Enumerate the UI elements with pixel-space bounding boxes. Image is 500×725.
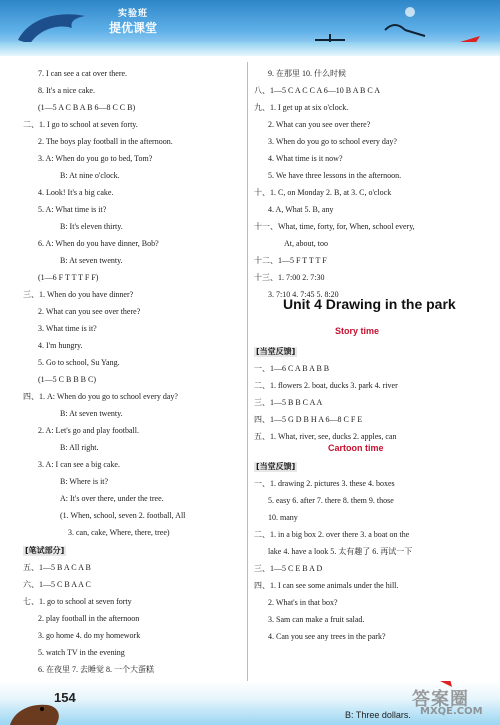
left-answer-line: 7. I can see a cat over there. bbox=[38, 69, 128, 78]
left-answer-line: (1—5 A C B A B 6—8 C C B) bbox=[38, 103, 136, 112]
right-answer-line: 三、1—5 C E B A D bbox=[254, 564, 323, 573]
right-answer-line: 十二、1—5 F T T T F bbox=[254, 256, 327, 265]
left-answer-line: 二、1. I go to school at seven forty. bbox=[23, 120, 138, 129]
right-answer-line: 9. 在那里 10. 什么时候 bbox=[268, 69, 346, 78]
left-answer-line: 3. What time is it? bbox=[38, 324, 97, 333]
left-answer-line: B: Where is it? bbox=[60, 477, 109, 486]
watermark-url: MXQE.COM bbox=[420, 706, 483, 717]
right-answer-line: 3. Sam can make a fruit salad. bbox=[268, 615, 365, 624]
right-answer-line: 2. What can you see over there? bbox=[268, 120, 371, 129]
right-answer-line: 4. What time is it now? bbox=[268, 154, 343, 163]
section-label: [当堂反馈] bbox=[256, 347, 296, 356]
page-number: 154 bbox=[54, 690, 76, 705]
right-answer-line: 4. A, What 5. B, any bbox=[268, 205, 334, 214]
left-answer-line: 2. What can you see over there? bbox=[38, 307, 141, 316]
brand-top-text: 实验班 bbox=[117, 9, 148, 19]
left-answer-line: 4. I'm hungry. bbox=[38, 341, 83, 350]
section-label: [当堂反馈] bbox=[256, 462, 296, 471]
subheading-cartoon-time: Cartoon time bbox=[328, 443, 384, 453]
watermark-logo: 答案圈 bbox=[412, 689, 469, 710]
left-answer-line: 3. can, cake, Where, there, tree) bbox=[68, 528, 170, 537]
right-answer-line: 10. many bbox=[268, 513, 298, 522]
section-label: [笔试部分] bbox=[25, 546, 65, 555]
left-answer-line: B: It's eleven thirty. bbox=[60, 222, 123, 231]
left-answer-line: 3. A: I can see a big cake. bbox=[38, 460, 120, 469]
right-answer-line: 十三、1. 7:00 2. 7:30 bbox=[254, 273, 325, 282]
left-answer-line: 6. 在夜里 7. 去睡觉 8. 一个大蛋糕 bbox=[38, 665, 154, 674]
left-answer-line: 六、1—5 C B A A C bbox=[23, 580, 91, 589]
right-answer-line: 5. We have three lessons in the afternoon. bbox=[268, 171, 402, 180]
right-answer-line: 四、1—5 G D B H A 6—8 C F E bbox=[254, 415, 363, 424]
right-answer-line: 3. When do you go to school every day? bbox=[268, 137, 397, 146]
right-answer-line: 三、1—5 B B C A A bbox=[254, 398, 323, 407]
left-answer-line: (1—6 F T T T F F) bbox=[38, 273, 99, 282]
left-answer-line: 5. A: What time is it? bbox=[38, 205, 107, 214]
left-answer-line: B: At seven twenty. bbox=[60, 409, 123, 418]
right-answer-line: 4. Can you see any trees in the park? bbox=[268, 632, 386, 641]
unit-title: Unit 4 Drawing in the park bbox=[283, 296, 456, 312]
left-answer-line: 5. Go to school, Su Yang. bbox=[38, 358, 120, 367]
left-answer-line: B: At nine o'clock. bbox=[60, 171, 120, 180]
right-answer-line: 一、1. drawing 2. pictures 3. these 4. boxes bbox=[254, 479, 395, 488]
right-answer-line: 八、1—5 C A C C A 6—10 B A B C A bbox=[254, 86, 381, 95]
right-answer-line: 十、1. C, on Monday 2. B, at 3. C, o'clock bbox=[254, 188, 392, 197]
right-answer-line: 2. What's in that box? bbox=[268, 598, 338, 607]
left-answer-line: 6. A: When do you have dinner, Bob? bbox=[38, 239, 159, 248]
left-answer-line: B: At seven twenty. bbox=[60, 256, 123, 265]
right-answer-line: 十一、What, time, forty, for, When, school every, bbox=[254, 222, 415, 231]
right-answer-line: lake 4. have a look 5. 太有趣了 6. 再试一下 bbox=[268, 547, 413, 556]
footer-answer-text: B: Three dollars. bbox=[345, 710, 411, 720]
right-answer-line: 5. easy 6. after 7. there 8. them 9. those bbox=[268, 496, 394, 505]
left-answer-line: 2. The boys play football in the afternoon. bbox=[38, 137, 173, 146]
left-answer-line: (1. When, school, seven 2. football, All bbox=[60, 511, 186, 520]
left-answer-line: 五、1—5 B A C A B bbox=[23, 563, 91, 572]
left-answer-line: 2. play football in the afternoon bbox=[38, 614, 140, 623]
left-answer-line: 3. go home 4. do my homework bbox=[38, 631, 141, 640]
left-answer-line: A: It's over there, under the tree. bbox=[60, 494, 164, 503]
left-answer-line: (1—5 C B B B C) bbox=[38, 375, 97, 384]
left-answer-line: 5. watch TV in the evening bbox=[38, 648, 125, 657]
right-answer-line: 一、1—6 C A B A B B bbox=[254, 364, 330, 373]
left-answer-line: 四、1. A: When do you go to school every day? bbox=[23, 392, 178, 401]
right-answer-line: 3. 7:10 4. 7:45 5. 8:20 bbox=[268, 290, 339, 299]
left-answer-line: 三、1. When do you have dinner? bbox=[23, 290, 134, 299]
subheading-story-time: Story time bbox=[335, 326, 380, 336]
right-answer-line: 四、1. I can see some animals under the hill. bbox=[254, 581, 399, 590]
left-answer-line: 8. It's a nice cake. bbox=[38, 86, 95, 95]
right-answer-line: 五、1. What, river, see, ducks 2. apples, can bbox=[254, 432, 397, 441]
right-answer-line: 九、1. I get up at six o'clock. bbox=[254, 103, 349, 112]
right-answer-line: At, about, too bbox=[284, 239, 328, 248]
right-answer-line: 二、1. in a big box 2. over there 3. a boat on the bbox=[254, 530, 410, 539]
left-answer-line: 3. A: When do you go to bed, Tom? bbox=[38, 154, 153, 163]
brand-bottom-text: 提优课堂 bbox=[108, 21, 158, 35]
left-answer-line: 七、1. go to school at seven forty bbox=[23, 597, 132, 606]
right-answer-line: 二、1. flowers 2. boat, ducks 3. park 4. river bbox=[254, 381, 398, 390]
left-answer-line: 2. A: Let's go and play football. bbox=[38, 426, 139, 435]
left-answer-line: 4. Look! It's a big cake. bbox=[38, 188, 114, 197]
left-answer-line: B: All right. bbox=[60, 443, 99, 452]
